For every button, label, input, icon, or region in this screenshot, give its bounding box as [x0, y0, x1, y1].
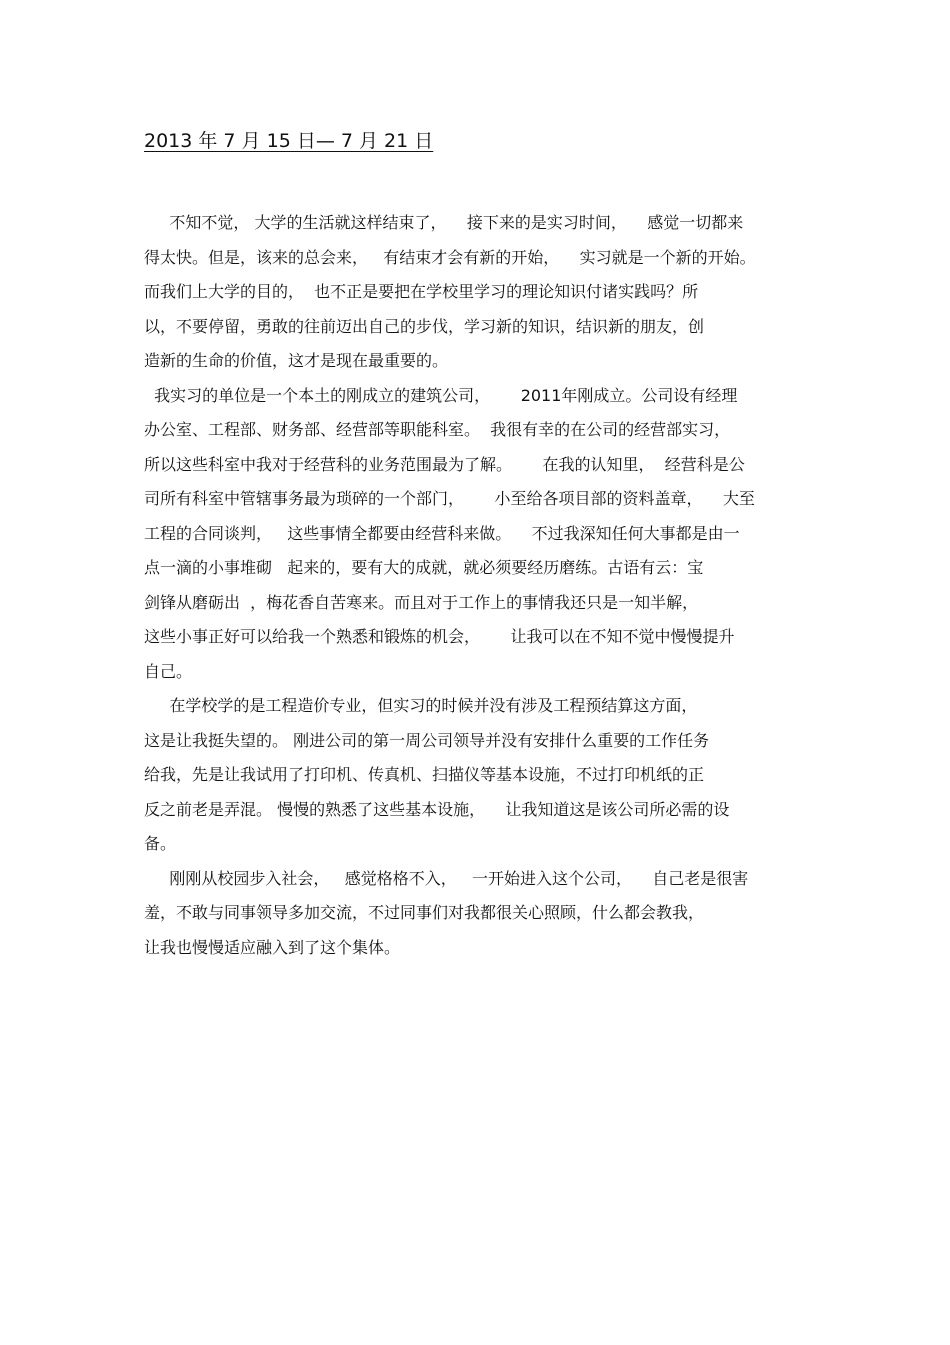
date-heading: 2013 年 7 月 15 日— 7 月 21 日	[144, 130, 434, 152]
text-line: 工程的合同谈判， 这些事情全都要由经营科来做。 不过我深知任何大事都是由一	[144, 523, 740, 543]
text-line: 造新的生命的价值，这才是现在最重要的。	[144, 351, 449, 370]
text-line: 不知不觉， 大学的生活就这样结束了， 接下来的是实习时间， 感觉一切都来	[144, 213, 744, 232]
text-line: 所以这些科室中我对于经营科的业务范围最为了解。 在我的认知里， 经营科是公	[144, 454, 745, 474]
text-line: 这是让我挺失望的。 刚进公司的第一周公司领导并没有安排什么重要的工作任务	[144, 730, 710, 750]
text-line: 剑锋从磨砺出 ，梅花香自苦寒来。而且对于工作上的事情我还只是一知半解，	[144, 592, 699, 612]
text-line: 以，不要停留，勇敢的往前迈出自己的步伐，学习新的知识，结识新的朋友，创	[144, 316, 705, 336]
text-line: 在学校学的是工程造价专业，但实习的时候并没有涉及工程预结算这方面，	[144, 696, 698, 715]
text-line: 而我们上大学的目的， 也不正是要把在学校里学习的理论知识付诸实践吗？所	[144, 282, 699, 301]
text-line: 让我也慢慢适应融入到了这个集体。	[144, 937, 401, 957]
text-line: 得太快。但是，该来的总会来， 有结束才会有新的开始， 实习就是一个新的开始。	[144, 247, 756, 267]
text-line: 羞，不敢与同事领导多加交流，不过同事们对我都很关心照顾，什么都会教我，	[144, 903, 705, 922]
text-line: 我实习的单位是一个本土的刚成立的建筑公司， 2011年刚成立。公司设有经理	[144, 385, 738, 405]
text-line: 点一滴的小事堆砌 起来的，要有大的成就，就必须要经历磨练。古语有云：宝	[144, 558, 704, 577]
text-line: 反之前老是弄混。 慢慢的熟悉了这些基本设施， 让我知道这是该公司所必需的设	[144, 799, 730, 819]
text-line: 这些小事正好可以给我一个熟悉和锻炼的机会， 让我可以在不知不觉中慢慢提升	[144, 627, 735, 646]
body-text	[144, 206, 824, 965]
text-line: 司所有科室中管辖事务最为琐碎的一个部门， 小至给各项目部的资料盖章， 大至	[144, 489, 755, 508]
text-line: 自己。	[144, 661, 193, 681]
text-line: 刚刚从校园步入社会， 感觉格格不入， 一开始进入这个公司， 自己老是很害	[144, 868, 749, 888]
text-line: 备。	[144, 834, 177, 853]
text-line: 给我，先是让我试用了打印机、传真机、扫描仪等基本设施，不过打印机纸的正	[144, 765, 705, 784]
text-line: 办公室、工程部、财务部、经营部等职能科室。 我很有幸的在公司的经营部实习，	[144, 420, 731, 439]
